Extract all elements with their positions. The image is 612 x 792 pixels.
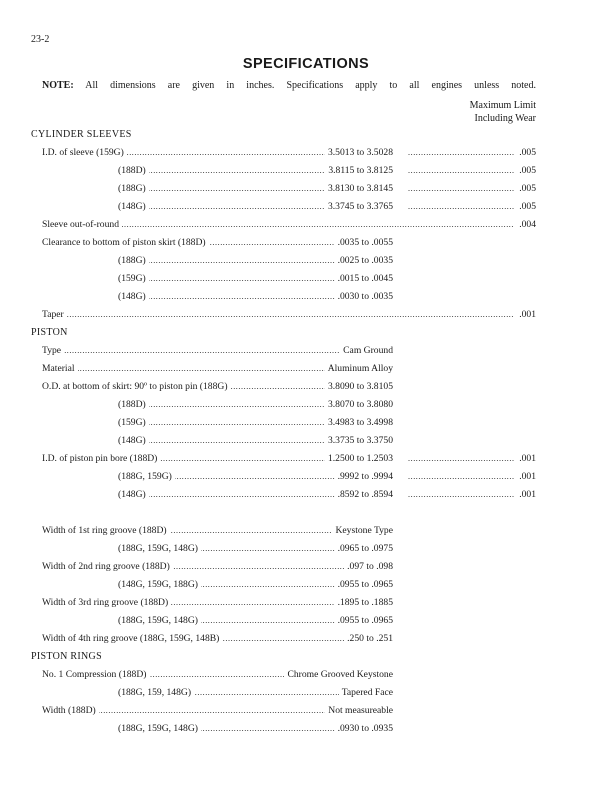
spec-row xyxy=(0,722,612,736)
spec-label: (188G, 159G, 148G) xyxy=(118,722,201,736)
spec-value: .9992 to .9994 xyxy=(335,470,393,484)
spec-row xyxy=(0,344,612,358)
spec-label: I.D. of sleeve (159G) xyxy=(42,146,127,160)
spec-row xyxy=(0,686,612,700)
spec-row xyxy=(0,308,612,322)
spec-value: 1.2500 to 1.2503 xyxy=(325,452,393,466)
section-heading: CYLINDER SLEEVES xyxy=(31,129,132,140)
spec-row xyxy=(0,146,612,160)
spec-label: (148G) xyxy=(118,488,149,502)
note-label: NOTE: xyxy=(42,80,74,91)
spec-row xyxy=(0,542,612,556)
spec-row xyxy=(0,254,612,268)
max-limit-value: .005 xyxy=(519,183,536,194)
spec-label: (188G) xyxy=(118,254,149,268)
spec-row xyxy=(0,470,612,484)
spec-label: (188G, 159, 148G) xyxy=(118,686,194,700)
spec-value: .250 to .251 xyxy=(344,632,393,646)
spec-row xyxy=(0,362,612,376)
spec-row xyxy=(0,164,612,178)
max-limit-value: .004 xyxy=(519,219,536,230)
spec-label: Clearance to bottom of piston skirt (188D) xyxy=(42,236,209,250)
spec-value: Cam Ground xyxy=(340,344,393,358)
limit-leader-dots xyxy=(408,470,514,484)
spec-label: (188G, 159G) xyxy=(118,470,175,484)
spec-value: .097 to .098 xyxy=(344,560,393,574)
spec-row xyxy=(0,596,612,610)
spec-value: .1895 to .1885 xyxy=(335,596,393,610)
limit-leader-dots xyxy=(408,182,514,196)
spec-value: Keystone Type xyxy=(332,524,393,538)
spec-value: 3.3735 to 3.3750 xyxy=(325,434,393,448)
max-limit-value: .001 xyxy=(519,489,536,500)
spec-row xyxy=(0,200,612,214)
limit-leader-dots xyxy=(408,488,514,502)
spec-value: 3.3745 to 3.3765 xyxy=(325,200,393,214)
page-title: SPECIFICATIONS xyxy=(242,56,370,72)
spec-value: 3.8115 to 3.8125 xyxy=(325,164,393,178)
spec-value: 3.8090 to 3.8105 xyxy=(325,380,393,394)
limit-leader-dots xyxy=(408,164,514,178)
spec-row xyxy=(0,416,612,430)
spec-row xyxy=(0,524,612,538)
max-limit-value: .005 xyxy=(519,165,536,176)
spec-label: Sleeve out-of-round xyxy=(42,218,122,232)
max-limit-header-line1: Maximum Limit xyxy=(469,100,536,111)
spec-row xyxy=(0,632,612,646)
spec-row xyxy=(0,218,612,232)
spec-row xyxy=(0,182,612,196)
spec-value: .0015 to .0045 xyxy=(335,272,393,286)
max-limit-header xyxy=(470,100,536,125)
spec-value: Tapered Face xyxy=(339,686,393,700)
spec-label: (188D) xyxy=(118,164,149,178)
limit-leader-dots xyxy=(408,452,514,466)
spec-value: .8592 to .8594 xyxy=(335,488,393,502)
spec-row xyxy=(0,704,612,718)
spec-label: (148G, 159G, 188G) xyxy=(118,578,201,592)
spec-value: .0035 to .0055 xyxy=(335,236,393,250)
spec-value: .0030 to .0035 xyxy=(335,290,393,304)
note-text: All dimensions are given in inches. Specifications apply to all engines unless noted. xyxy=(85,80,536,91)
spec-label: Width of 3rd ring groove (188D) xyxy=(42,596,171,610)
spec-row xyxy=(0,452,612,466)
section-heading: PISTON xyxy=(31,327,68,338)
spec-label: (159G) xyxy=(118,416,149,430)
spec-value: .0025 to .0035 xyxy=(335,254,393,268)
spec-label: (188G, 159G, 148G) xyxy=(118,542,201,556)
limit-leader-dots xyxy=(408,200,514,214)
spec-label: No. 1 Compression (188D) xyxy=(42,668,149,682)
spec-label: Width of 2nd ring groove (188D) xyxy=(42,560,173,574)
max-limit-value: .001 xyxy=(519,471,536,482)
spec-value: .0930 to .0935 xyxy=(335,722,393,736)
spec-value: Not measureable xyxy=(325,704,393,718)
max-limit-header-line2: Including Wear xyxy=(474,112,536,124)
spec-row xyxy=(0,560,612,574)
spec-row xyxy=(0,578,612,592)
spec-value: .0955 to .0965 xyxy=(335,614,393,628)
max-limit-value: .005 xyxy=(519,201,536,212)
spec-value: 3.8070 to 3.8080 xyxy=(325,398,393,412)
spec-label: Type xyxy=(42,344,64,358)
spec-label: Width of 1st ring groove (188D) xyxy=(42,524,170,538)
spec-row xyxy=(0,290,612,304)
spec-row xyxy=(0,434,612,448)
spec-value: 3.4983 to 3.4998 xyxy=(325,416,393,430)
spec-value: 3.5013 to 3.5028 xyxy=(325,146,393,160)
spec-label: O.D. at bottom of skirt: 90º to piston pin (188G) xyxy=(42,380,231,394)
leader-dots xyxy=(46,308,514,322)
spec-label: (188D) xyxy=(118,398,149,412)
max-limit-value: .005 xyxy=(519,147,536,158)
spec-value: Chrome Grooved Keystone xyxy=(284,668,393,682)
note xyxy=(42,80,536,91)
spec-row xyxy=(0,272,612,286)
spec-label: Material xyxy=(42,362,78,376)
spec-label: Width (188D) xyxy=(42,704,99,718)
spec-label: Width of 4th ring groove (188G, 159G, 148B) xyxy=(42,632,222,646)
section-heading: PISTON RINGS xyxy=(31,651,102,662)
spec-label: (148G) xyxy=(118,200,149,214)
spec-label: Taper xyxy=(42,308,67,322)
spec-value: Aluminum Alloy xyxy=(325,362,393,376)
max-limit-value: .001 xyxy=(519,453,536,464)
spec-row xyxy=(0,614,612,628)
spec-row xyxy=(0,488,612,502)
page-number: 23-2 xyxy=(31,34,50,45)
spec-value: .0955 to .0965 xyxy=(335,578,393,592)
spec-label: (159G) xyxy=(118,272,149,286)
spec-label: (188G) xyxy=(118,182,149,196)
spec-label: (188G, 159G, 148G) xyxy=(118,614,201,628)
spec-row xyxy=(0,668,612,682)
spec-value: .0965 to .0975 xyxy=(335,542,393,556)
spec-row xyxy=(0,398,612,412)
spec-row xyxy=(0,236,612,250)
spec-value: 3.8130 to 3.8145 xyxy=(325,182,393,196)
max-limit-value: .001 xyxy=(519,309,536,320)
limit-leader-dots xyxy=(408,146,514,160)
spec-row xyxy=(0,380,612,394)
spec-label: (148G) xyxy=(118,434,149,448)
spec-label: (148G) xyxy=(118,290,149,304)
spec-label: I.D. of piston pin bore (188D) xyxy=(42,452,160,466)
